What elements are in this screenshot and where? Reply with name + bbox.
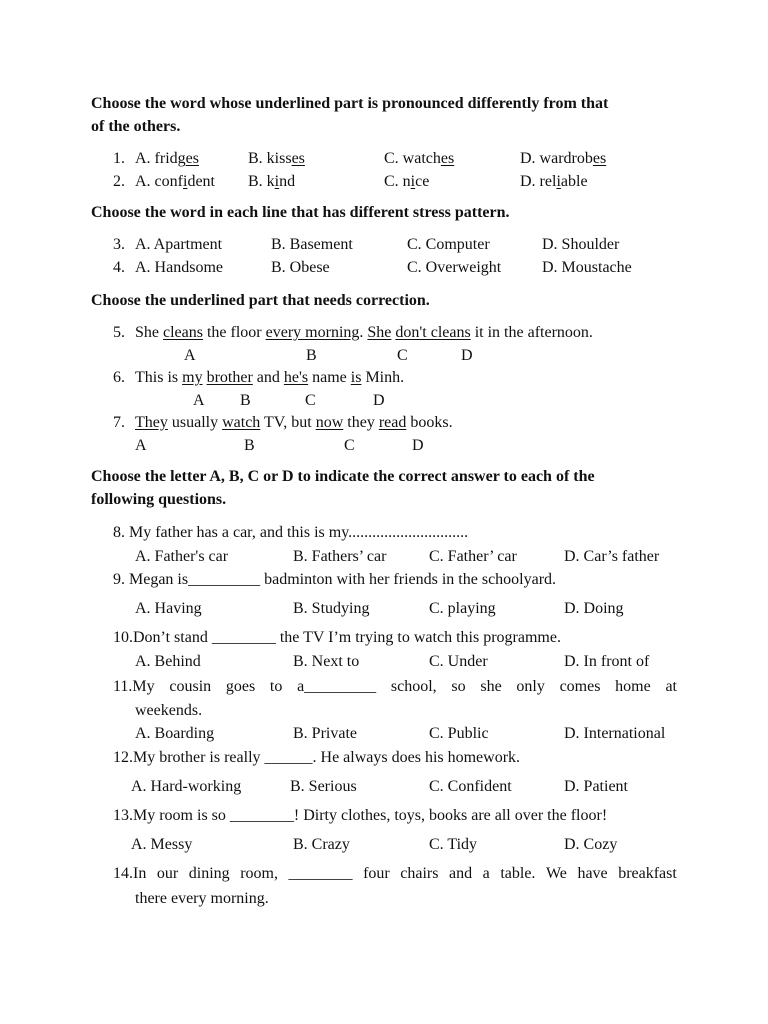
question-text: She cleans the floor every morning. She don't cleans it in the afternoon. <box>135 324 593 341</box>
option-d: D. In front of <box>564 653 650 670</box>
question-number: 7. <box>113 414 125 431</box>
option-a: A. Handsome <box>135 259 223 276</box>
option-letter: A <box>184 347 196 364</box>
option-b: B. Serious <box>290 778 357 795</box>
option-letter: B <box>240 392 251 409</box>
option-d: D. reliable <box>520 173 588 190</box>
question-text: 14.In our dining room, ________ four chairs and a table. We have breakfast <box>113 865 677 882</box>
option-c: C. Confident <box>429 778 512 795</box>
option-b: B. Obese <box>271 259 330 276</box>
option-letter: B <box>306 347 317 364</box>
option-b: B. Fathers’ car <box>293 548 387 565</box>
option-d: D. Shoulder <box>542 236 620 253</box>
question-text: 9. Megan is_________ badminton with her friends in the schoolyard. <box>113 571 557 588</box>
option-letter: D <box>412 437 424 454</box>
option-a: A. Father's car <box>135 548 229 565</box>
option-a: A. Having <box>135 600 202 617</box>
section-heading-stress: Choose the word in each line that has different stress pattern. <box>91 204 510 221</box>
question-text-cont: there every morning. <box>135 890 269 907</box>
option-d: D. Doing <box>564 600 624 617</box>
option-d: D. International <box>564 725 666 742</box>
option-a: A. Boarding <box>135 725 215 742</box>
section-heading-pronunciation: Choose the word whose underlined part is pronounced differently from that <box>91 95 609 112</box>
question-text: 13.My room is so ________! Dirty clothes, toys, books are all over the floor! <box>113 807 608 824</box>
question-number: 4. <box>113 259 125 276</box>
option-c: C. Father’ car <box>429 548 517 565</box>
section-heading-multiple-choice-cont: following questions. <box>91 491 227 508</box>
question-text: They usually watch TV, but now they read books. <box>135 414 453 431</box>
option-c: C. nice <box>384 173 430 190</box>
option-d: D. wardrobes <box>520 150 607 167</box>
option-b: B. kind <box>248 173 296 190</box>
option-a: A. Messy <box>131 836 193 853</box>
option-a: A. Hard-working <box>131 778 242 795</box>
option-a: A. Behind <box>135 653 201 670</box>
question-text: 10.Don’t stand ________ the TV I’m trying to watch this programme. <box>113 629 561 646</box>
option-letter: A <box>193 392 205 409</box>
question-text: 8. My father has a car, and this is my.............................. <box>113 524 469 541</box>
option-c: C. watches <box>384 150 455 167</box>
option-letter: A <box>135 437 147 454</box>
option-b: B. Basement <box>271 236 353 253</box>
option-c: C. Computer <box>407 236 490 253</box>
option-letter: D <box>461 347 473 364</box>
question-text-cont: weekends. <box>135 702 203 719</box>
option-c: C. Under <box>429 653 488 670</box>
question-text: 11.My cousin goes to a_________ school, so she only comes home at <box>113 678 677 695</box>
question-number: 5. <box>113 324 125 341</box>
option-a: A. confident <box>135 173 215 190</box>
option-c: C. Tidy <box>429 836 478 853</box>
option-a: A. Apartment <box>135 236 223 253</box>
question-number: 2. <box>113 173 125 190</box>
option-a: A. fridges <box>135 150 199 167</box>
option-d: D. Moustache <box>542 259 632 276</box>
section-heading-correction: Choose the underlined part that needs correction. <box>91 292 430 309</box>
option-c: C. playing <box>429 600 496 617</box>
option-d: D. Cozy <box>564 836 618 853</box>
option-d: D. Car’s father <box>564 548 660 565</box>
section-heading-multiple-choice: Choose the letter A, B, C or D to indicate the correct answer to each of the <box>91 468 595 485</box>
option-letter: C <box>397 347 408 364</box>
question-text: 12.My brother is really ______. He always does his homework. <box>113 749 521 766</box>
option-letter: B <box>244 437 255 454</box>
option-b: B. Studying <box>293 600 370 617</box>
option-b: B. kisses <box>248 150 305 167</box>
section-heading-pronunciation-cont: of the others. <box>91 118 181 135</box>
question-text: This is my brother and he's name is Minh. <box>135 369 405 386</box>
option-b: B. Private <box>293 725 357 742</box>
option-d: D. Patient <box>564 778 628 795</box>
option-c: C. Public <box>429 725 489 742</box>
question-number: 1. <box>113 150 125 167</box>
question-number: 3. <box>113 236 125 253</box>
option-letter: D <box>373 392 385 409</box>
option-b: B. Crazy <box>293 836 350 853</box>
option-b: B. Next to <box>293 653 360 670</box>
option-letter: C <box>344 437 355 454</box>
question-number: 6. <box>113 369 125 386</box>
option-c: C. Overweight <box>407 259 502 276</box>
option-letter: C <box>305 392 316 409</box>
